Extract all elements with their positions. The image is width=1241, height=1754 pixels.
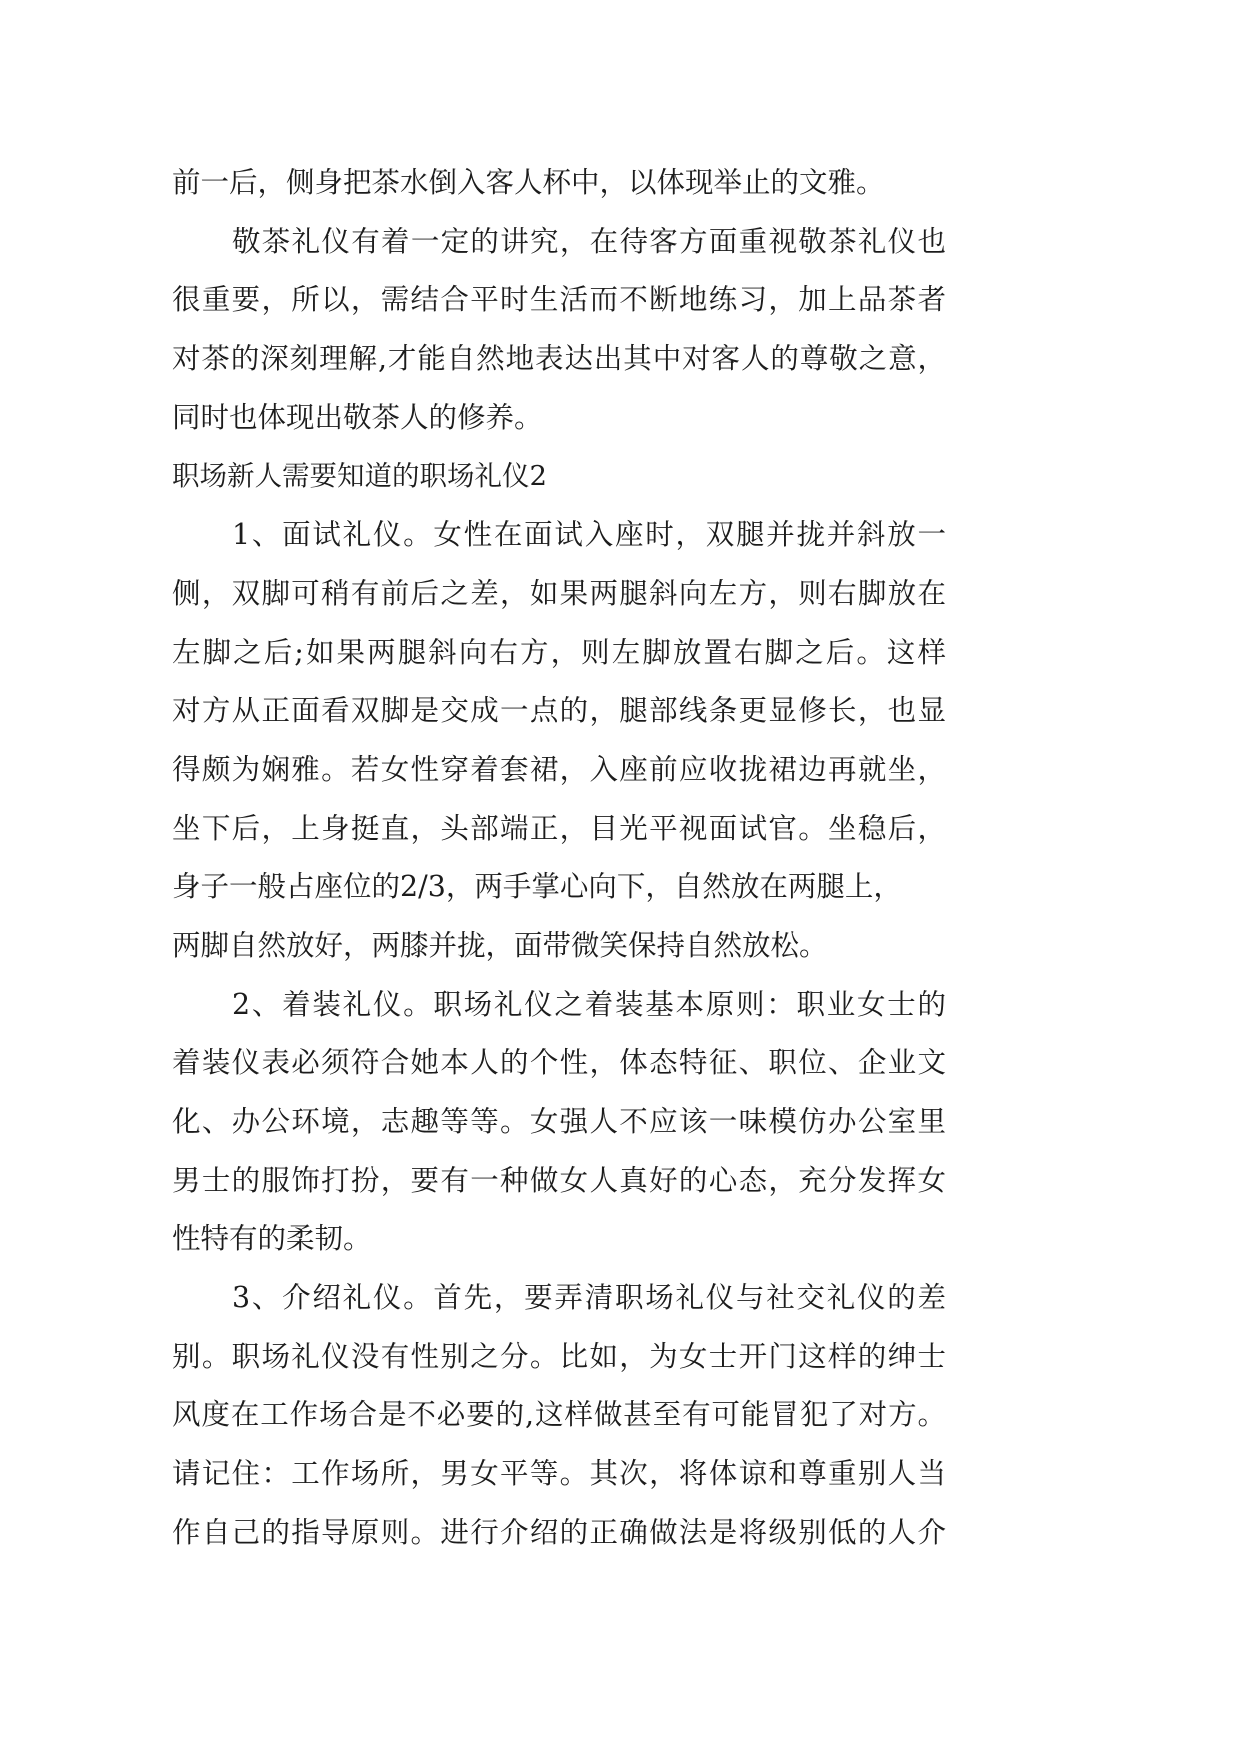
paragraph-line: 对方从正面看双脚是交成一点的，腿部线条更显修长，也显 [172, 694, 946, 728]
paragraph-line: 请记住：工作场所，男女平等。其次，将体谅和尊重别人当 [172, 1457, 946, 1491]
section-heading: 职场新人需要知道的职场礼仪2 [172, 460, 547, 493]
paragraph-line: 化、办公环境，志趣等等。女强人不应该一味模仿办公室里 [172, 1105, 946, 1138]
paragraph-first-line: 1、面试礼仪。女性在面试入座时，双腿并拢并斜放一 [232, 518, 946, 552]
paragraph-line: 前一后，侧身把茶水倒入客人杯中，以体现举止的文雅。 [172, 166, 885, 199]
paragraph-line: 风度在工作场合是不必要的,这样做甚至有可能冒犯了对方。 [172, 1398, 946, 1432]
paragraph-line: 得颇为娴雅。若女性穿着套裙，入座前应收拢裙边再就坐， [172, 752, 946, 786]
paragraph-line: 坐下后，上身挺直，头部端正，目光平视面试官。坐稳后， [172, 811, 946, 845]
paragraph-line: 着装仪表必须符合她本人的个性，体态特征、职位、企业文 [172, 1046, 946, 1080]
paragraph-line: 同时也体现出敬茶人的修养。 [172, 400, 543, 434]
document-body [172, 154, 946, 1563]
paragraph-first-line: 2、着装礼仪。职场礼仪之着装基本原则：职业女士的 [232, 987, 946, 1021]
paragraph-line: 很重要，所以，需结合平时生活而不断地练习，加上品茶者 [172, 283, 946, 317]
paragraph-line: 性特有的柔韧。 [172, 1222, 372, 1256]
paragraph-first-line: 敬茶礼仪有着一定的讲究，在待客方面重视敬茶礼仪也 [232, 224, 946, 258]
paragraph-line: 别。职场礼仪没有性别之分。比如，为女士开门这样的绅士 [172, 1339, 946, 1373]
paragraph-line: 对茶的深刻理解,才能自然地表达出其中对客人的尊敬之意， [172, 342, 946, 376]
paragraph-line: 身子一般占座位的2/3，两手掌心向下，自然放在两腿上， [172, 870, 902, 904]
paragraph-line: 男士的服饰打扮，要有一种做女人真好的心态，充分发挥女 [172, 1163, 946, 1197]
paragraph-line: 两脚自然放好，两膝并拢，面带微笑保持自然放松。 [172, 928, 828, 962]
paragraph-line: 左脚之后;如果两腿斜向右方，则左脚放置右脚之后。这样 [172, 635, 946, 669]
paragraph-line: 侧，双脚可稍有前后之差，如果两腿斜向左方，则右脚放在 [172, 576, 946, 610]
paragraph-first-line: 3、介绍礼仪。首先，要弄清职场礼仪与社交礼仪的差 [232, 1281, 946, 1315]
paragraph-line: 作自己的指导原则。进行介绍的正确做法是将级别低的人介 [172, 1515, 946, 1549]
